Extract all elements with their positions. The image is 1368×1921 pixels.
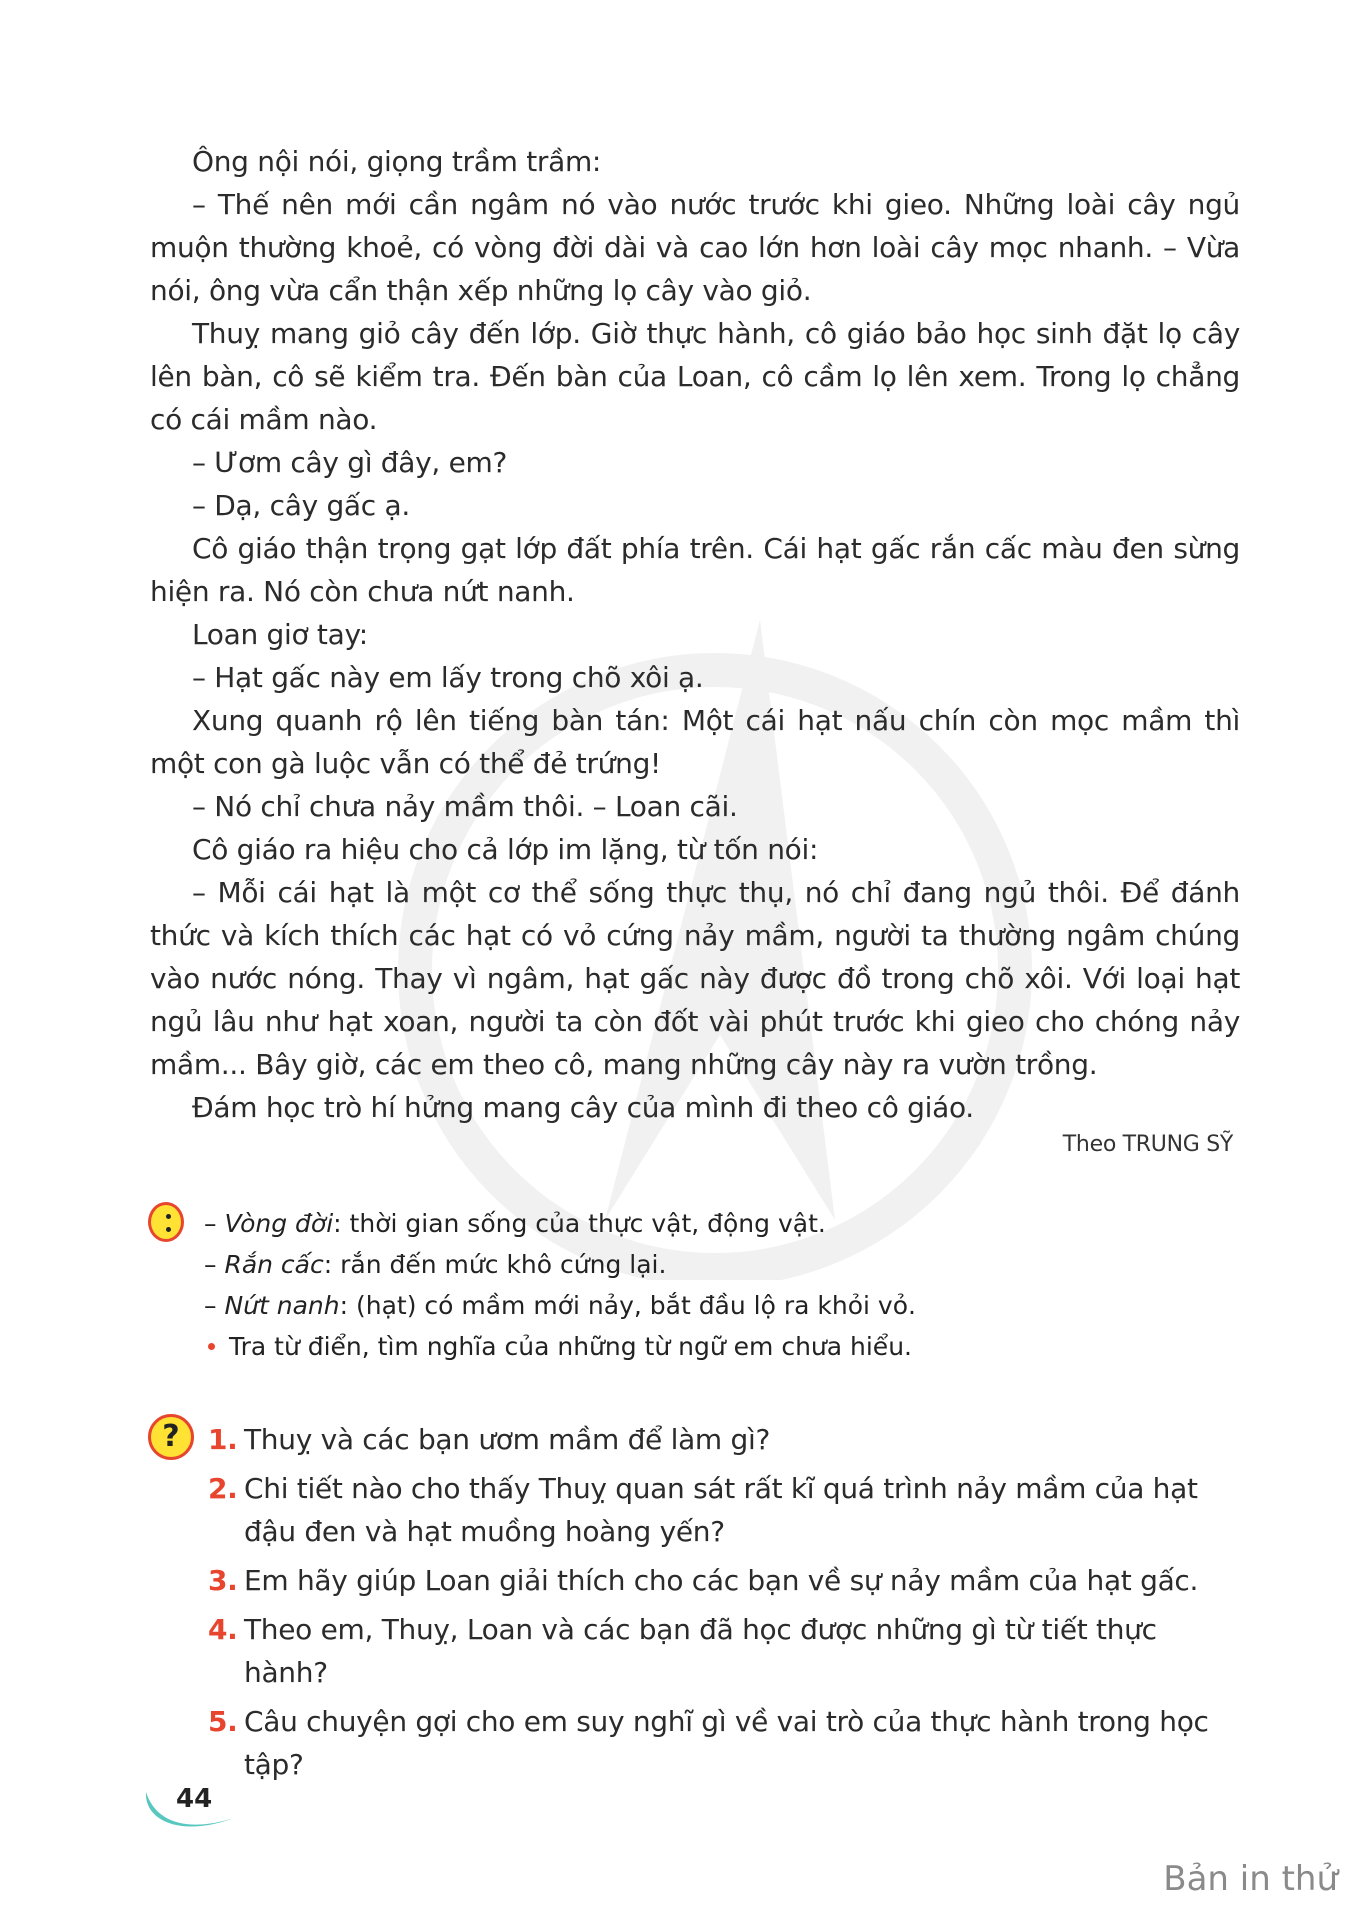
glossary-definition: : thời gian sống của thực vật, động vật. (333, 1209, 826, 1238)
print-note: Bản in thử (1163, 1859, 1338, 1899)
glossary-entry: – Nứt nanh: (hạt) có mầm mới nảy, bắt đầu lộ ra khỏi vỏ. (204, 1291, 916, 1320)
question-number: 1. (208, 1423, 238, 1456)
glossary-term: Vòng đời (224, 1209, 334, 1238)
page-number-label: 44 (176, 1784, 213, 1814)
question-item (208, 1467, 1248, 1553)
question-number: 3. (208, 1564, 238, 1597)
question-number: 2. (208, 1472, 238, 1505)
story-text (150, 140, 1240, 1129)
question-list (208, 1418, 1248, 1792)
question-text: Em hãy giúp Loan giải thích cho các bạn về sự nảy mầm của hạt gấc. (244, 1564, 1199, 1597)
story-paragraph: Xung quanh rộ lên tiếng bàn tán: Một cái hạt nấu chín còn mọc mầm thì một con gà luộc vẫn có thể đẻ trứng! (150, 704, 1240, 780)
glossary-definition: : (hạt) có mầm mới nảy, bắt đầu lộ ra khỏi vỏ. (339, 1291, 916, 1320)
story-paragraph: – Mỗi cái hạt là một cơ thể sống thực thụ, nó chỉ đang ngủ thôi. Để đánh thức và kích thích các hạt có vỏ cứng nảy mầm, người ta thường ngâm chúng vào nước nóng. Thay vì ngâm, hạt gấc này được đồ trong chõ xôi. Với loại hạt ngủ lâu như hạt xoan, người ta còn đốt vài phút trước khi gieo cho chóng nảy mầm... Bây giờ, các em theo cô, mang những cây này ra vườn trồng. (150, 876, 1240, 1081)
story-paragraph: – Hạt gấc này em lấy trong chõ xôi ạ. (192, 661, 704, 694)
story-paragraph: – Ươm cây gì đây, em? (192, 446, 508, 479)
question-item (208, 1559, 1248, 1602)
question-text: Thuỵ và các bạn ươm mầm để làm gì? (244, 1423, 771, 1456)
glossary-entry: – Vòng đời: thời gian sống của thực vật, động vật. (204, 1209, 826, 1238)
page-number (140, 1780, 240, 1836)
glossary (204, 1203, 916, 1367)
glossary-task: Tra từ điển, tìm nghĩa của những từ ngữ em chưa hiểu. (204, 1326, 916, 1367)
story-paragraph: Thuỵ mang giỏ cây đến lớp. Giờ thực hành, cô giáo bảo học sinh đặt lọ cây lên bàn, cô sẽ kiểm tra. Đến bàn của Loan, cô cầm lọ lên xem. Trong lọ chẳng có cái mầm nào. (150, 317, 1240, 436)
story-paragraph: Loan giơ tay: (192, 618, 368, 651)
glossary-definition: : rắn đến mức khô cứng lại. (323, 1250, 667, 1279)
story-paragraph: – Thế nên mới cần ngâm nó vào nước trước khi gieo. Những loài cây ngủ muộn thường khoẻ, có vòng đời dài và cao lớn hơn loài cây mọc nhanh. – Vừa nói, ông vừa cẩn thận xếp những lọ cây vào giỏ. (150, 188, 1240, 307)
story-source: Theo TRUNG SỸ (1062, 1132, 1233, 1157)
question-item (208, 1700, 1248, 1786)
bullet-icon (208, 1343, 215, 1350)
question-item (208, 1608, 1248, 1694)
question-text: Theo em, Thuỵ, Loan và các bạn đã học được những gì từ tiết thực hành? (244, 1613, 1157, 1689)
question-number: 4. (208, 1613, 238, 1646)
question-number: 5. (208, 1705, 238, 1738)
story-paragraph: Cô giáo thận trọng gạt lớp đất phía trên. Cái hạt gấc rắn cấc màu đen sừng hiện ra. Nó còn chưa nứt nanh. (150, 532, 1240, 608)
glossary-term: Rắn cấc (224, 1250, 324, 1279)
story-paragraph: – Nó chỉ chưa nảy mầm thôi. – Loan cãi. (192, 790, 738, 823)
question-text: Chi tiết nào cho thấy Thuỵ quan sát rất kĩ quá trình nảy mầm của hạt đậu đen và hạt muồng hoàng yến? (244, 1472, 1198, 1548)
glossary-term: Nứt nanh (224, 1291, 340, 1320)
colon-icon (148, 1202, 184, 1242)
glossary-entry: – Rắn cấc: rắn đến mức khô cứng lại. (204, 1250, 667, 1279)
story-paragraph: Cô giáo ra hiệu cho cả lớp im lặng, từ tốn nói: (192, 833, 819, 866)
story-paragraph: Đám học trò hí hửng mang cây của mình đi theo cô giáo. (192, 1091, 974, 1124)
question-icon: ? (148, 1414, 194, 1460)
story-paragraph: Ông nội nói, giọng trầm trầm: (192, 145, 602, 178)
story-paragraph: – Dạ, cây gấc ạ. (192, 489, 410, 522)
question-item (208, 1418, 1248, 1461)
question-text: Câu chuyện gợi cho em suy nghĩ gì về vai trò của thực hành trong học tập? (244, 1705, 1209, 1781)
